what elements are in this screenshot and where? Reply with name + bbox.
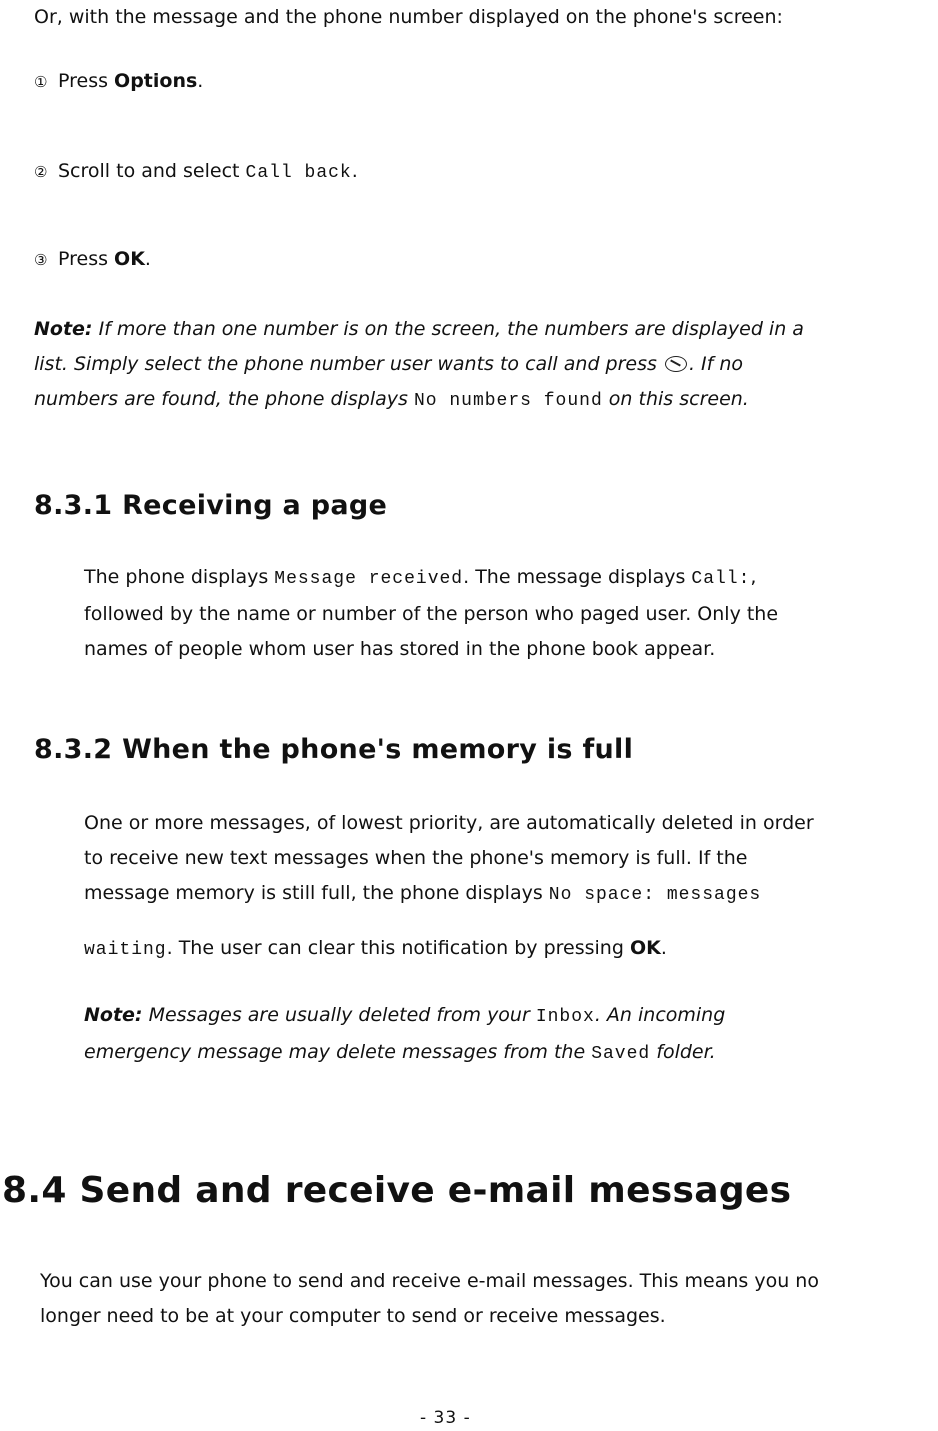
page-number: - 33 - — [420, 1408, 471, 1428]
code-saved: Saved — [591, 1044, 651, 1064]
note-2 — [84, 998, 934, 1072]
code-inbox: Inbox — [535, 1007, 595, 1027]
intro-text: Or, with the message and the phone number displayed on the phone's screen: — [34, 6, 783, 28]
code-call-back: Call back — [245, 163, 352, 183]
body-line: to receive new text messages when the phone's memory is full. If the — [84, 847, 748, 869]
note-1 — [34, 312, 934, 419]
code-message-received: Message received — [274, 569, 464, 589]
section-8-3-2-body — [84, 806, 934, 968]
body-line: message memory is still full, the phone displays No space: messages — [84, 882, 762, 905]
section-8-4-body — [40, 1264, 936, 1334]
body-line: You can use your phone to send and receive e-mail messages. This means you no — [40, 1270, 819, 1292]
section-8-3-1-body — [84, 560, 934, 667]
note-2-line-1: Note: Messages are usually deleted from your Inbox. An incoming — [84, 1004, 726, 1027]
note-1-line-2: list. Simply select the phone number user wants to call and press . If no — [34, 353, 744, 375]
body-line: The phone displays Message received. The message displays Call:, — [84, 566, 757, 589]
note-1-line-3: numbers are found, the phone displays No numbers found on this screen. — [34, 388, 749, 411]
step-3: ③ Press OK. — [34, 248, 151, 270]
step-number: ③ — [34, 251, 48, 269]
body-line: waiting. The user can clear this notification by pressing OK. — [84, 937, 667, 960]
note-1-line-1: Note: If more than one number is on the screen, the numbers are displayed in a — [34, 318, 804, 340]
step-number: ① — [34, 73, 48, 91]
key-options: Options — [114, 70, 198, 92]
code-no-numbers-found: No numbers found — [413, 391, 603, 411]
code-call: Call: — [691, 569, 751, 589]
section-heading-8-3-2: 8.3.2 When the phone's memory is full — [34, 734, 634, 765]
section-heading-8-3-1: 8.3.1 Receiving a page — [34, 490, 388, 521]
step-number: ② — [34, 163, 48, 181]
body-line: followed by the name or number of the person who paged user. Only the — [84, 603, 779, 625]
section-heading-8-4: 8.4 Send and receive e-mail messages — [2, 1170, 792, 1211]
step-1: ① Press Options. — [34, 70, 204, 92]
note-2-line-2: emergency message may delete messages from the Saved folder. — [84, 1041, 716, 1064]
body-line: longer need to be at your computer to send or receive messages. — [40, 1305, 666, 1327]
code-waiting: waiting — [84, 940, 167, 960]
key-ok: OK — [114, 248, 145, 270]
body-line: One or more messages, of lowest priority, are automatically deleted in order — [84, 812, 814, 834]
note-label: Note: — [84, 1004, 143, 1026]
body-line: names of people whom user has stored in the phone book appear. — [84, 638, 716, 660]
end-call-icon — [665, 356, 687, 372]
step-2: ② Scroll to and select Call back. — [34, 160, 358, 183]
key-ok: OK — [629, 937, 661, 959]
code-no-space-messages: No space: messages — [548, 885, 762, 905]
note-label: Note: — [34, 318, 93, 340]
